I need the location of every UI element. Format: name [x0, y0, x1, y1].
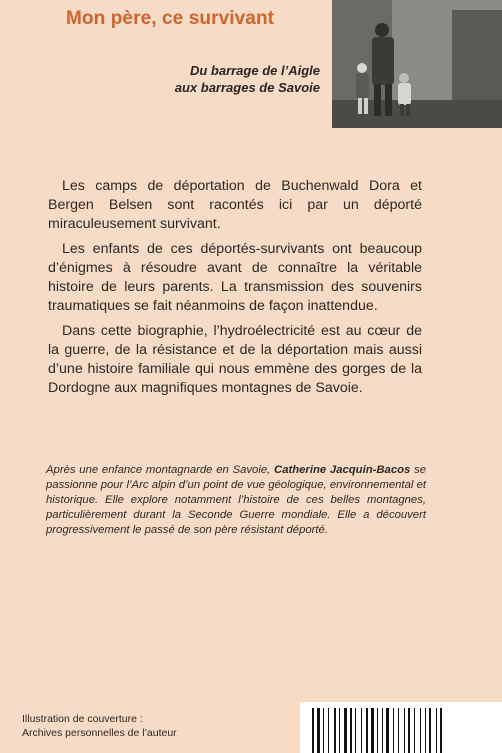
book-title: Mon père, ce survivant [66, 8, 275, 29]
credit-line-2: Archives personnelles de l’auteur [22, 727, 177, 739]
back-cover-summary [48, 177, 422, 404]
subtitle-line-2: aux barrages de Savoie [174, 80, 320, 95]
author-name: Catherine Jacquin-Bacos [274, 464, 411, 476]
cover-credit [22, 712, 177, 740]
credit-line-1: Illustration de couverture : [22, 713, 143, 725]
barcode-icon [300, 702, 502, 753]
summary-paragraph-3: Dans cette biographie, l’hydroélectricité est au cœur de la guerre, de la résistance et de la déportation mais aussi d’une histoire familiale qui nous emmène des gorges de la Dordogne aux magnifiques montagnes de Savoie. [48, 323, 422, 396]
bio-intro: Après une enfance montagnarde en Savoie, [46, 464, 275, 476]
author-bio [46, 463, 426, 538]
summary-paragraph-2: Les enfants de ces déportés-survivants ont beaucoup d’énigmes à résoudre avant de connaître la véritable histoire de leurs parents. La transmission des souvenirs traumatiques se fait néanmoins de façon inattendue. [48, 241, 422, 314]
book-subtitle [175, 62, 320, 96]
summary-paragraph-1: Les camps de déportation de Buchenwald Dora et Bergen Belsen sont racontés ici par un déporté miraculeusement survivant. [48, 178, 422, 232]
bio-rest: se passionne pour l’Arc alpin d’un point de vue géologique, environnemental et historique. Elle explore notamment l’histoire de ces belles montagnes, particulièrement durant la Seconde Guerre mondiale. Elle a découvert progressivement le passé de son père résistant déporté. [46, 464, 427, 536]
family-photo-icon [332, 0, 502, 128]
subtitle-line-1: Du barrage de l’Aigle [189, 63, 320, 78]
